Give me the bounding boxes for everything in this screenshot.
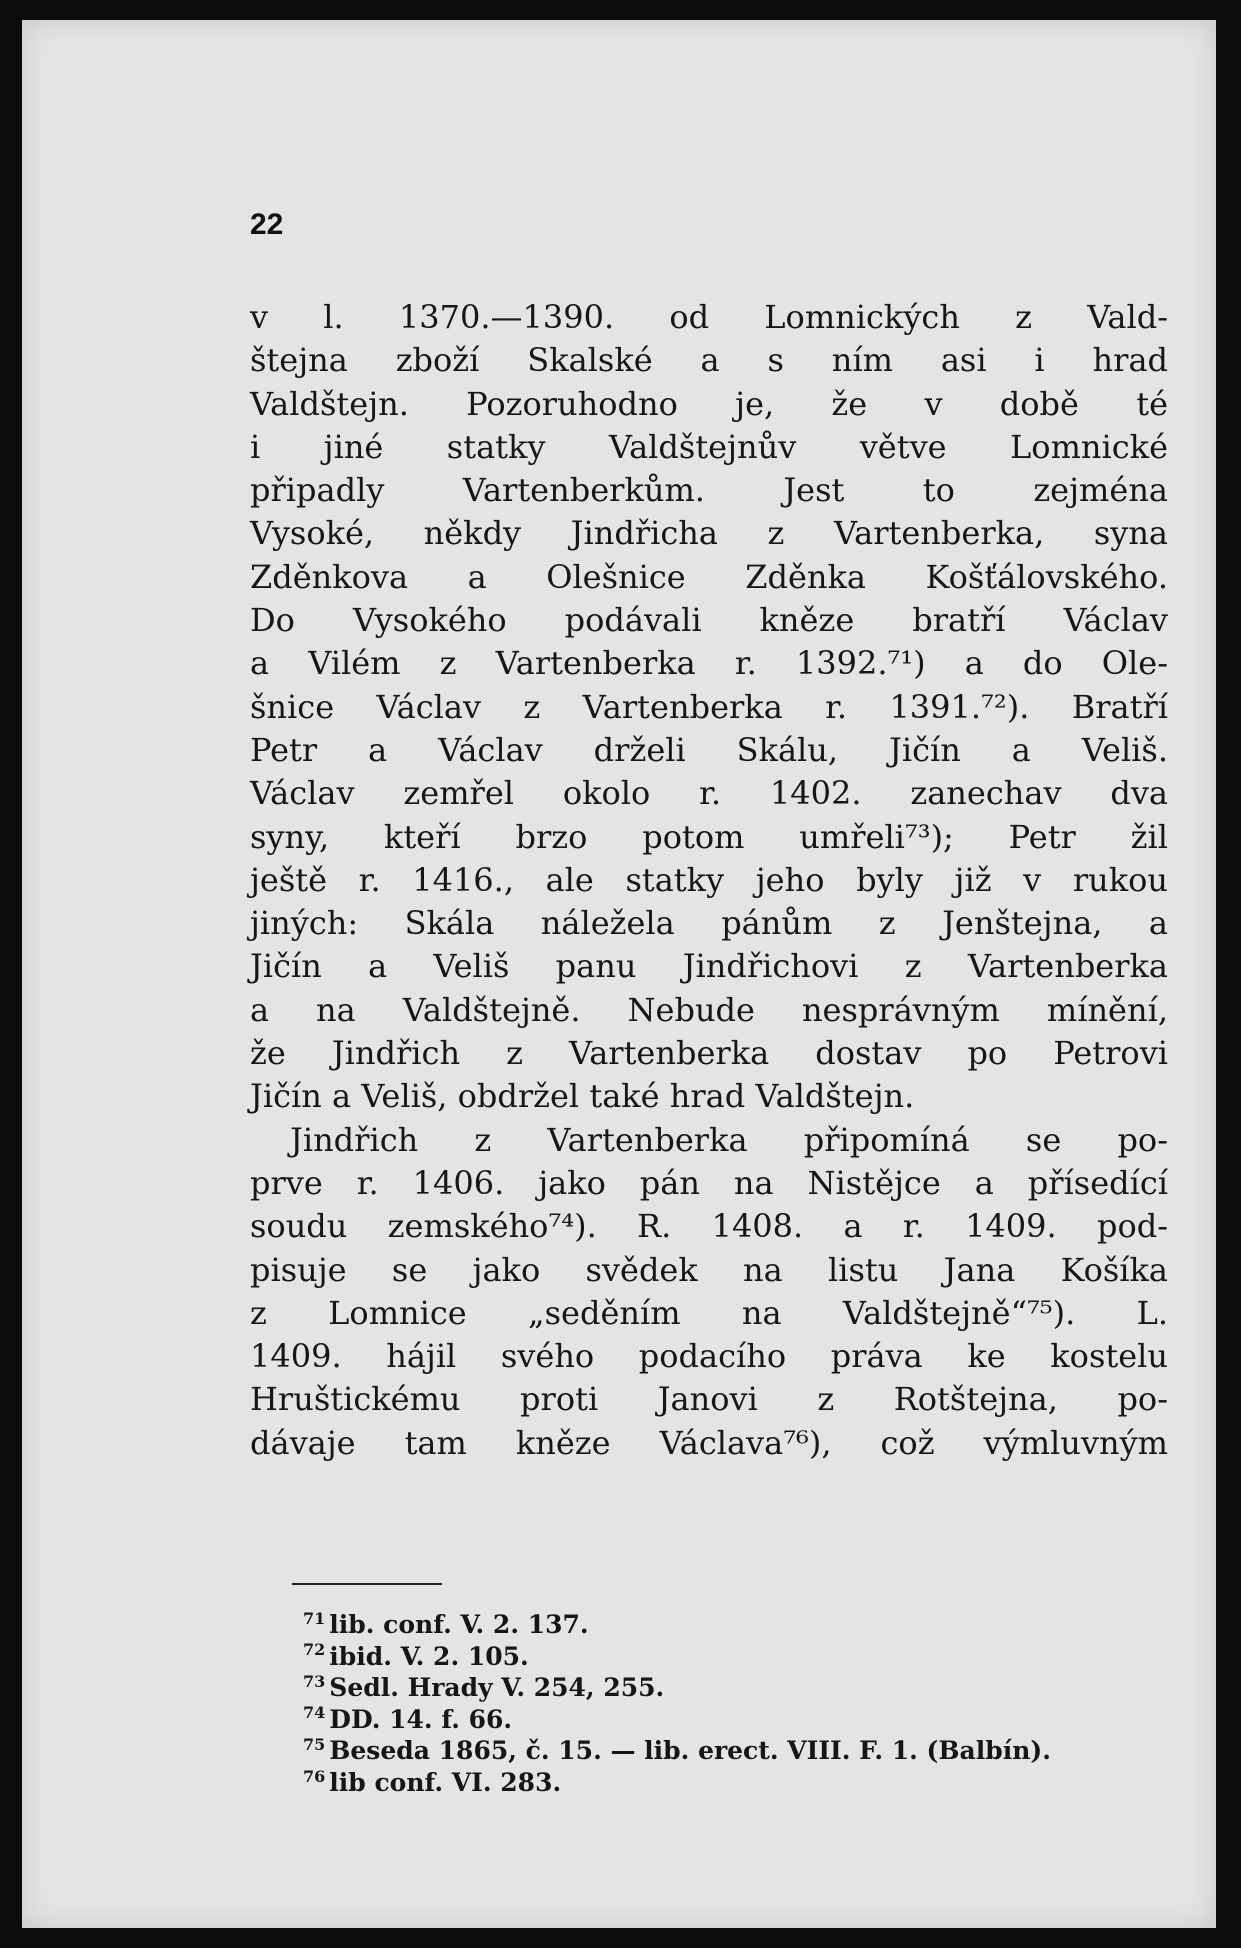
text-line: Vysoké, někdy Jindřicha z Vartenberka, syna xyxy=(250,514,1168,553)
text-line: z Lomnice „seděním na Valdštejně“⁷⁵). L. xyxy=(250,1293,1168,1332)
footnotes xyxy=(303,1609,1051,1799)
footnote xyxy=(303,1704,1051,1736)
text-line: Václav zemřel okolo r. 1402. zanechav dva xyxy=(250,774,1168,813)
text-line: a Vilém z Vartenberka r. 1392.⁷¹) a do Ole- xyxy=(250,644,1168,683)
footnote-number: 71 xyxy=(303,1608,326,1628)
text-line: pisuje se jako svědek na listu Jana Košíka xyxy=(250,1250,1168,1289)
footnote xyxy=(303,1767,1051,1799)
text-line: Jičín a Veliš panu Jindřichovi z Vartenberka xyxy=(250,947,1168,986)
text-line: připadly Vartenberkům. Jest to zejména xyxy=(250,471,1168,510)
text-line: prve r. 1406. jako pán na Nistějce a přísedící xyxy=(250,1163,1168,1202)
text-line: soudu zemského⁷⁴). R. 1408. a r. 1409. pod- xyxy=(250,1207,1168,1246)
footnote-number: 72 xyxy=(303,1640,326,1660)
text-line: že Jindřich z Vartenberka dostav po Petrovi xyxy=(250,1034,1168,1073)
footnote-text: Beseda 1865, č. 15. — lib. erect. VIII. F. 1. (Balbín). xyxy=(329,1736,1051,1766)
text-line: syny, kteří brzo potom umřeli⁷³); Petr žil xyxy=(250,817,1168,856)
footnote-text: ibid. V. 2. 105. xyxy=(329,1641,529,1671)
text-line: Zděnkova a Olešnice Zděnka Košťálovského. xyxy=(250,557,1168,596)
text-line: Petr a Václav drželi Skálu, Jičín a Veliš. xyxy=(250,730,1168,769)
text-line: jiných: Skála náležela pánům z Jenštejna, a xyxy=(250,904,1168,943)
book-page xyxy=(22,20,1216,1928)
text-line: Valdštejn. Pozoruhodno je, že v době té xyxy=(250,384,1168,423)
footnote-number: 75 xyxy=(303,1735,326,1755)
text-line: Do Vysokého podávali kněze bratří Václav xyxy=(250,601,1168,640)
text-line: a na Valdštejně. Nebude nesprávným mínění, xyxy=(250,990,1168,1029)
footnote-divider xyxy=(292,1583,442,1585)
text-line: štejna zboží Skalské a s ním asi i hrad xyxy=(250,341,1168,380)
text-line: dávaje tam kněze Václava⁷⁶), což výmluvným xyxy=(250,1423,1168,1462)
text-line: 1409. hájil svého podacího práva ke kostelu xyxy=(250,1337,1168,1376)
footnote xyxy=(303,1609,1051,1641)
footnote-number: 76 xyxy=(303,1766,326,1786)
footnote-number: 73 xyxy=(303,1671,326,1691)
text-line: Hruštickému proti Janovi z Rotštejna, po- xyxy=(250,1380,1168,1419)
text-line: i jiné statky Valdštejnův větve Lomnické xyxy=(250,427,1168,466)
footnote-text: Sedl. Hrady V. 254, 255. xyxy=(329,1673,665,1703)
body-text xyxy=(250,296,1168,1465)
text-line: šnice Václav z Vartenberka r. 1391.⁷²). Bratří xyxy=(250,687,1168,726)
text-line: ještě r. 1416., ale statky jeho byly již v rukou xyxy=(250,860,1168,899)
footnote-text: lib conf. VI. 283. xyxy=(329,1767,562,1797)
text-line: Jičín a Veliš, obdržel také hrad Valdštejn. xyxy=(250,1077,915,1116)
text-line-paragraph-start: Jindřich z Vartenberka připomíná se po- xyxy=(290,1120,1168,1159)
footnote xyxy=(303,1672,1051,1704)
text-line: v l. 1370.—1390. od Lomnických z Vald- xyxy=(250,298,1168,336)
footnote xyxy=(303,1641,1051,1673)
footnote-text: lib. conf. V. 2. 137. xyxy=(329,1610,589,1639)
page-number: 22 xyxy=(250,208,284,241)
footnote xyxy=(303,1735,1051,1767)
footnote-text: DD. 14. f. 66. xyxy=(329,1704,513,1734)
footnote-number: 74 xyxy=(303,1703,326,1723)
